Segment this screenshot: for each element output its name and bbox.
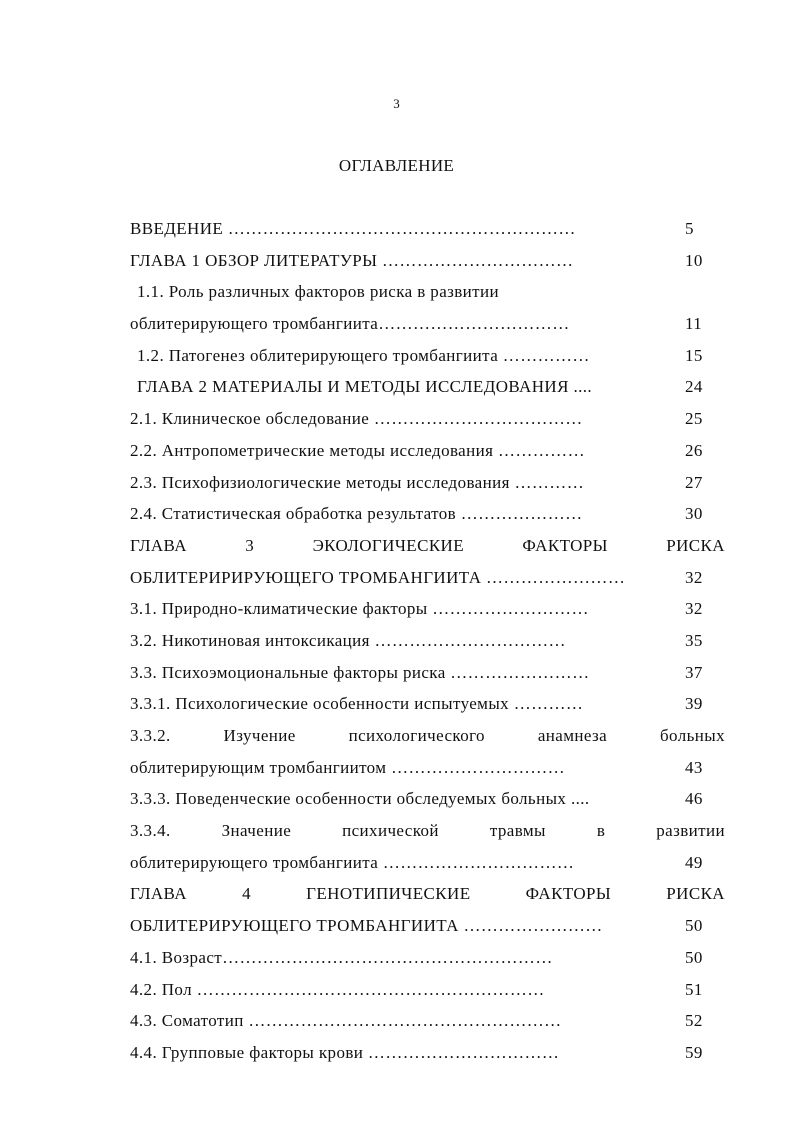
toc-entry (130, 659, 725, 691)
toc-entry-text: 4.3. Соматотип ……………………………………………… (130, 1011, 562, 1031)
toc-word: психической (342, 821, 439, 841)
toc-word: Изучение (223, 726, 296, 745)
toc-entry (130, 342, 725, 374)
toc-entry-text: облитерирующего тромбангиита …………………………… (130, 852, 575, 872)
toc-entry (130, 690, 725, 722)
toc-word: ФАКТОРЫ (522, 535, 608, 555)
toc-entry-page: 15 (685, 345, 703, 365)
page-number: 3 (393, 96, 400, 111)
toc-entry (130, 595, 725, 627)
toc-entry (130, 912, 725, 944)
toc-entry-page: 5 (685, 219, 694, 238)
toc-entry-text: 4.2. Пол …………………………………………………… (130, 979, 545, 999)
toc-entry-text: ОБЛИТЕРИРИРУЮЩЕГО ТРОМБАНГИИТА …………………… (130, 567, 626, 587)
toc-word: ЭКОЛОГИЧЕСКИЕ (312, 535, 465, 555)
toc-entry-page: 27 (685, 472, 703, 492)
toc-entry (130, 1039, 725, 1071)
toc-entry (130, 849, 725, 881)
toc-entry (130, 373, 725, 405)
toc-entry-text: 4.1. Возраст………………………………………………… (130, 947, 553, 967)
toc-entry-page: 51 (685, 979, 703, 999)
toc-entry-page: 43 (685, 757, 703, 777)
toc-entry-page: 35 (685, 630, 703, 650)
toc-entry (130, 944, 725, 976)
toc-entry-text: 3.1. Природно-климатические факторы ……………………… (130, 599, 589, 619)
toc-word: 3.3.4. (130, 821, 171, 841)
toc-entry-text: 1.1. Роль различных факторов риска в развитии (137, 282, 500, 302)
toc-entry-text: 3.2. Никотиновая интоксикация …………………………… (130, 630, 566, 650)
toc-word: ГЕНОТИПИЧЕСКИЕ (306, 884, 471, 904)
toc-entry-text (130, 722, 725, 749)
toc-entry-page: 10 (685, 250, 703, 270)
toc-entry-text: облитерирующего тромбангиита…………………………… (130, 314, 570, 334)
toc-entry (130, 722, 725, 754)
toc-entry-text: 1.2. Патогенез облитерирующего тромбангиита …………… (137, 345, 590, 365)
toc-entry-page: 32 (685, 567, 703, 587)
toc-entry-text: 4.4. Групповые факторы крови …………………………… (130, 1042, 560, 1062)
toc-entry-text (130, 880, 725, 907)
toc-entry-page: 25 (685, 409, 703, 429)
toc-entry-text: ГЛАВА 2 МАТЕРИАЛЫ И МЕТОДЫ ИССЛЕДОВАНИЯ .... (137, 377, 593, 397)
toc-entry (130, 247, 725, 279)
toc-entry-page: 26 (685, 440, 703, 460)
toc-word: РИСКА (666, 535, 725, 555)
toc-word: анамнеза (537, 726, 608, 745)
table-of-contents (130, 215, 725, 1071)
toc-entry (130, 469, 725, 501)
toc-word: психологического (348, 726, 485, 745)
toc-entry-text: ГЛАВА 1 ОБЗОР ЛИТЕРАТУРЫ …………………………… (130, 250, 574, 270)
toc-entry-page: 32 (685, 599, 703, 619)
toc-entry-page: 30 (685, 504, 703, 524)
toc-entry (130, 215, 725, 247)
toc-word: РИСКА (666, 884, 725, 904)
page-title: ОГЛАВЛЕНИЕ (338, 156, 455, 175)
toc-entry (130, 278, 725, 310)
toc-entry (130, 754, 725, 786)
toc-entry-page: 50 (685, 916, 703, 936)
toc-entry (130, 564, 725, 596)
toc-word: 3.3.2. (130, 726, 171, 745)
toc-entry (130, 880, 725, 912)
toc-word: травмы (489, 821, 546, 841)
toc-word: развитии (656, 821, 725, 841)
toc-entry-page: 59 (685, 1042, 703, 1062)
toc-entry-page: 24 (685, 377, 703, 397)
toc-entry (130, 627, 725, 659)
toc-entry-text (130, 532, 725, 559)
toc-word: в (596, 821, 606, 841)
toc-entry (130, 817, 725, 849)
toc-entry-page: 39 (685, 694, 703, 714)
toc-entry-text: 3.3. Психоэмоциональные факторы риска …………………… (130, 662, 590, 682)
toc-entry (130, 785, 725, 817)
toc-entry (130, 405, 725, 437)
toc-entry-page: 46 (685, 789, 703, 809)
toc-entry-page: 49 (685, 852, 703, 872)
toc-entry-text: облитерирующим тромбангиитом ………………………… (130, 757, 566, 777)
toc-entry (130, 532, 725, 564)
toc-word: больных (660, 726, 725, 745)
toc-entry-page: 37 (685, 662, 703, 682)
toc-word: ГЛАВА (130, 535, 187, 555)
toc-entry (130, 310, 725, 342)
toc-entry-page: 11 (685, 314, 703, 334)
toc-entry (130, 437, 725, 469)
toc-word: ФАКТОРЫ (525, 884, 612, 904)
toc-word: 4 (242, 884, 251, 904)
toc-entry (130, 976, 725, 1008)
toc-word: 3 (245, 535, 255, 555)
toc-entry-text: 2.2. Антропометрические методы исследования …………… (130, 440, 585, 460)
toc-entry-text: 2.3. Психофизиологические методы исследования ………… (130, 472, 585, 492)
toc-entry (130, 1007, 725, 1039)
toc-entry-text: ОБЛИТЕРИРУЮЩЕГО ТРОМБАНГИИТА …………………… (130, 916, 603, 936)
toc-entry-text: 3.3.1. Психологические особенности испытуемых ………… (130, 694, 584, 714)
toc-entry-page: 50 (685, 947, 703, 967)
toc-entry-text: 2.1. Клиническое обследование ……………………………… (130, 409, 583, 429)
toc-word: ГЛАВА (130, 884, 187, 904)
toc-entry-text: 2.4. Статистическая обработка результатов ………………… (130, 504, 583, 524)
toc-entry-text (130, 817, 725, 844)
toc-entry-page: 52 (685, 1011, 703, 1031)
toc-entry (130, 500, 725, 532)
toc-word: Значение (221, 821, 292, 841)
toc-entry-text: ВВЕДЕНИЕ …………………………………………………… (130, 219, 576, 238)
toc-entry-text: 3.3.3. Поведенческие особенности обследуемых больных .... (130, 789, 590, 809)
